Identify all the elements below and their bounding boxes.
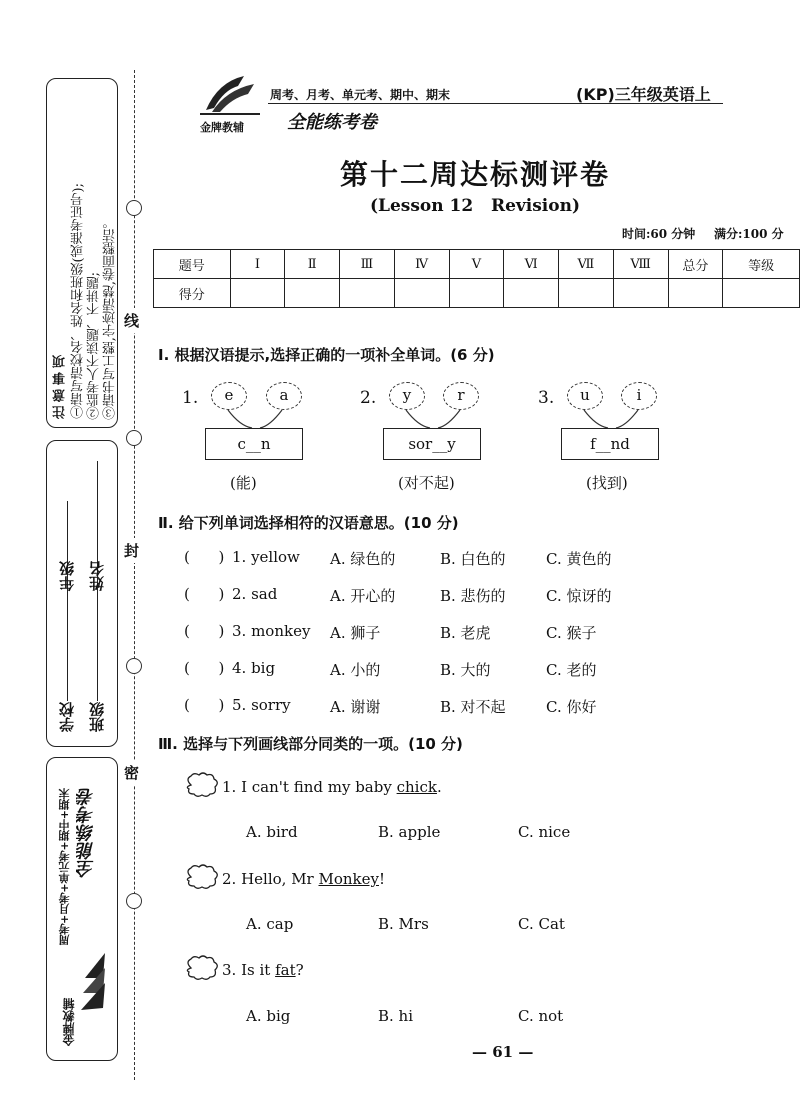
s2-word: 3. monkey — [232, 622, 311, 640]
page-subtitle: (Lesson 12 Revision) — [369, 196, 581, 216]
table-cell: Ⅵ — [504, 250, 559, 279]
header-brand-title: 全能练考卷 — [287, 112, 377, 133]
s1-word-box: c__n — [205, 428, 303, 460]
notice-title: 注意事项 — [53, 351, 68, 419]
option-a[interactable]: A. big — [246, 1007, 291, 1025]
option-c[interactable]: C. 你好 — [546, 698, 597, 716]
table-cell: 总分 — [668, 250, 723, 279]
option-c[interactable]: C. nice — [518, 823, 571, 841]
grade-label: 年级 — [58, 561, 76, 591]
score-input-cell[interactable] — [285, 279, 340, 308]
option-c[interactable]: C. not — [518, 1007, 564, 1025]
binding-hole-3 — [126, 658, 142, 674]
connector-lines — [556, 400, 676, 430]
s3-question-text: 3. Is it — [222, 961, 276, 979]
book-logo-icon — [198, 72, 264, 118]
table-cell: 得分 — [154, 279, 231, 308]
notice-item-3: ③请书写工整,字迹清楚,卷面整洁。 — [103, 215, 118, 419]
s1-hint: (找到) — [586, 474, 628, 492]
s3-question-end: ? — [295, 961, 304, 979]
student-info-box — [46, 440, 118, 747]
answer-blank[interactable]: ( ) — [184, 585, 225, 603]
score-input-cell[interactable] — [449, 279, 504, 308]
s1-option-bubble[interactable]: y — [389, 382, 425, 410]
s3-underlined-word: chick — [396, 778, 437, 796]
header-exam-types: 周考、月考、单元考、期中、期末 — [270, 88, 451, 102]
s3-underlined-word: fat — [275, 961, 296, 979]
s1-word-box: f__nd — [561, 428, 659, 460]
section-3-title: Ⅲ. 选择与下列画线部分同类的一项。(10 分) — [158, 735, 463, 753]
table-cell: 等级 — [723, 250, 800, 279]
option-a[interactable]: A. cap — [246, 915, 294, 933]
book-logo-icon — [75, 948, 109, 1028]
flower-icon — [183, 864, 221, 890]
s1-option-bubble[interactable]: u — [567, 382, 603, 410]
cut-line — [134, 70, 135, 1080]
score-input-cell[interactable] — [668, 279, 723, 308]
school-blank[interactable] — [67, 501, 68, 701]
score-table-score-row — [154, 279, 800, 308]
header-grade: (KP)三年级英语上 — [576, 85, 711, 104]
name-label: 姓名 — [88, 561, 106, 591]
s1-hint: (对不起) — [398, 474, 455, 492]
score-table-header-row — [154, 250, 800, 279]
option-b[interactable]: B. 老虎 — [440, 624, 491, 642]
time-limit: 时间:60 分钟 — [622, 227, 696, 241]
flower-icon — [183, 955, 221, 981]
option-a[interactable]: A. bird — [246, 823, 298, 841]
brand-title: 全能练考卷 — [76, 788, 97, 878]
page-number: — 61 — — [472, 1043, 534, 1061]
s1-item-number: 1. — [182, 388, 199, 408]
s3-underlined-word: Monkey — [318, 870, 379, 888]
page-title: 第十二周达标测评卷 — [339, 158, 610, 191]
s1-item-number: 3. — [538, 388, 555, 408]
option-b[interactable]: B. 悲伤的 — [440, 587, 506, 605]
cut-label-mi: 密 — [124, 760, 139, 785]
score-table — [153, 249, 800, 308]
answer-blank[interactable]: ( ) — [184, 548, 225, 566]
s1-word-box: sor__y — [383, 428, 481, 460]
binding-hole-4 — [126, 893, 142, 909]
option-c[interactable]: C. Cat — [518, 915, 565, 933]
header-rule — [268, 103, 723, 104]
class-label: 班级 — [88, 702, 106, 732]
connector-lines — [200, 400, 320, 430]
notice-item-1: ①请写清校名、姓名和班级(或准考证号); — [71, 183, 86, 419]
table-cell: Ⅶ — [559, 250, 614, 279]
section-1-title: Ⅰ. 根据汉语提示,选择正确的一项补全单词。(6 分) — [158, 346, 495, 364]
table-cell: Ⅳ — [394, 250, 449, 279]
option-a[interactable]: A. 绿色的 — [330, 550, 396, 568]
answer-blank[interactable]: ( ) — [184, 659, 225, 677]
section-2-title: Ⅱ. 给下列单词选择相符的汉语意思。(10 分) — [158, 514, 459, 532]
score-input-cell[interactable] — [340, 279, 395, 308]
connector-lines — [378, 400, 498, 430]
s1-option-bubble[interactable]: e — [211, 382, 247, 410]
cut-label-xian: 线 — [124, 308, 139, 333]
s3-question — [222, 961, 304, 979]
s3-question — [222, 870, 385, 888]
s1-hint: (能) — [230, 474, 257, 492]
score-input-cell[interactable] — [613, 279, 668, 308]
s3-question-end: ! — [379, 870, 386, 888]
score-input-cell[interactable] — [723, 279, 800, 308]
s3-question — [222, 778, 442, 796]
s1-option-bubble[interactable]: a — [266, 382, 302, 410]
option-a[interactable]: A. 狮子 — [330, 624, 381, 642]
option-b[interactable]: B. 对不起 — [440, 698, 506, 716]
option-b[interactable]: B. Mrs — [378, 915, 429, 933]
score-input-cell[interactable] — [559, 279, 614, 308]
option-b[interactable]: B. 白色的 — [440, 550, 506, 568]
s3-question-text: 2. Hello, Mr — [222, 870, 319, 888]
s3-question-text: 1. I can't find my baby — [222, 778, 397, 796]
binding-hole-2 — [126, 430, 142, 446]
answer-blank[interactable]: ( ) — [184, 622, 225, 640]
option-a[interactable]: A. 开心的 — [330, 587, 396, 605]
table-cell: Ⅰ — [230, 250, 285, 279]
s1-option-bubble[interactable]: r — [443, 382, 479, 410]
table-cell: Ⅲ — [340, 250, 395, 279]
answer-blank[interactable]: ( ) — [184, 696, 225, 714]
s2-word: 4. big — [232, 659, 276, 677]
table-cell: Ⅱ — [285, 250, 340, 279]
score-input-cell[interactable] — [504, 279, 559, 308]
full-score: 满分:100 分 — [714, 227, 784, 241]
s1-item-number: 2. — [360, 388, 377, 408]
cut-label-feng: 封 — [124, 538, 139, 563]
brand-box — [46, 757, 118, 1061]
option-a[interactable]: A. 小的 — [330, 661, 381, 679]
s2-word: 5. sorry — [232, 696, 291, 714]
s3-question-end: . — [436, 778, 442, 796]
option-c[interactable]: C. 黄色的 — [546, 550, 612, 568]
option-c[interactable]: C. 老的 — [546, 661, 597, 679]
school-label: 学校 — [58, 702, 76, 732]
table-cell: Ⅴ — [449, 250, 504, 279]
option-b[interactable]: B. apple — [378, 823, 441, 841]
option-c[interactable]: C. 猴子 — [546, 624, 597, 642]
s1-option-bubble[interactable]: i — [621, 382, 657, 410]
option-a[interactable]: A. 谢谢 — [330, 698, 381, 716]
header-logo-text: 金牌教辅 — [200, 121, 244, 134]
table-cell: Ⅷ — [613, 250, 668, 279]
table-cell: 题号 — [154, 250, 231, 279]
flower-icon — [183, 772, 221, 798]
notice-item-2: ②监考人不读题、不讲题; — [87, 271, 102, 419]
option-b[interactable]: B. hi — [378, 1007, 414, 1025]
notice-box — [46, 78, 118, 428]
option-c[interactable]: C. 惊讶的 — [546, 587, 612, 605]
s2-word: 2. sad — [232, 585, 278, 603]
score-input-cell[interactable] — [394, 279, 449, 308]
brand-logo-text: 金牌教辅 — [62, 998, 76, 1046]
score-input-cell[interactable] — [230, 279, 285, 308]
option-b[interactable]: B. 大的 — [440, 661, 491, 679]
brand-exam-line: 周考+月考+单元考+期中+期末 — [58, 788, 71, 946]
s2-word: 1. yellow — [232, 548, 300, 566]
